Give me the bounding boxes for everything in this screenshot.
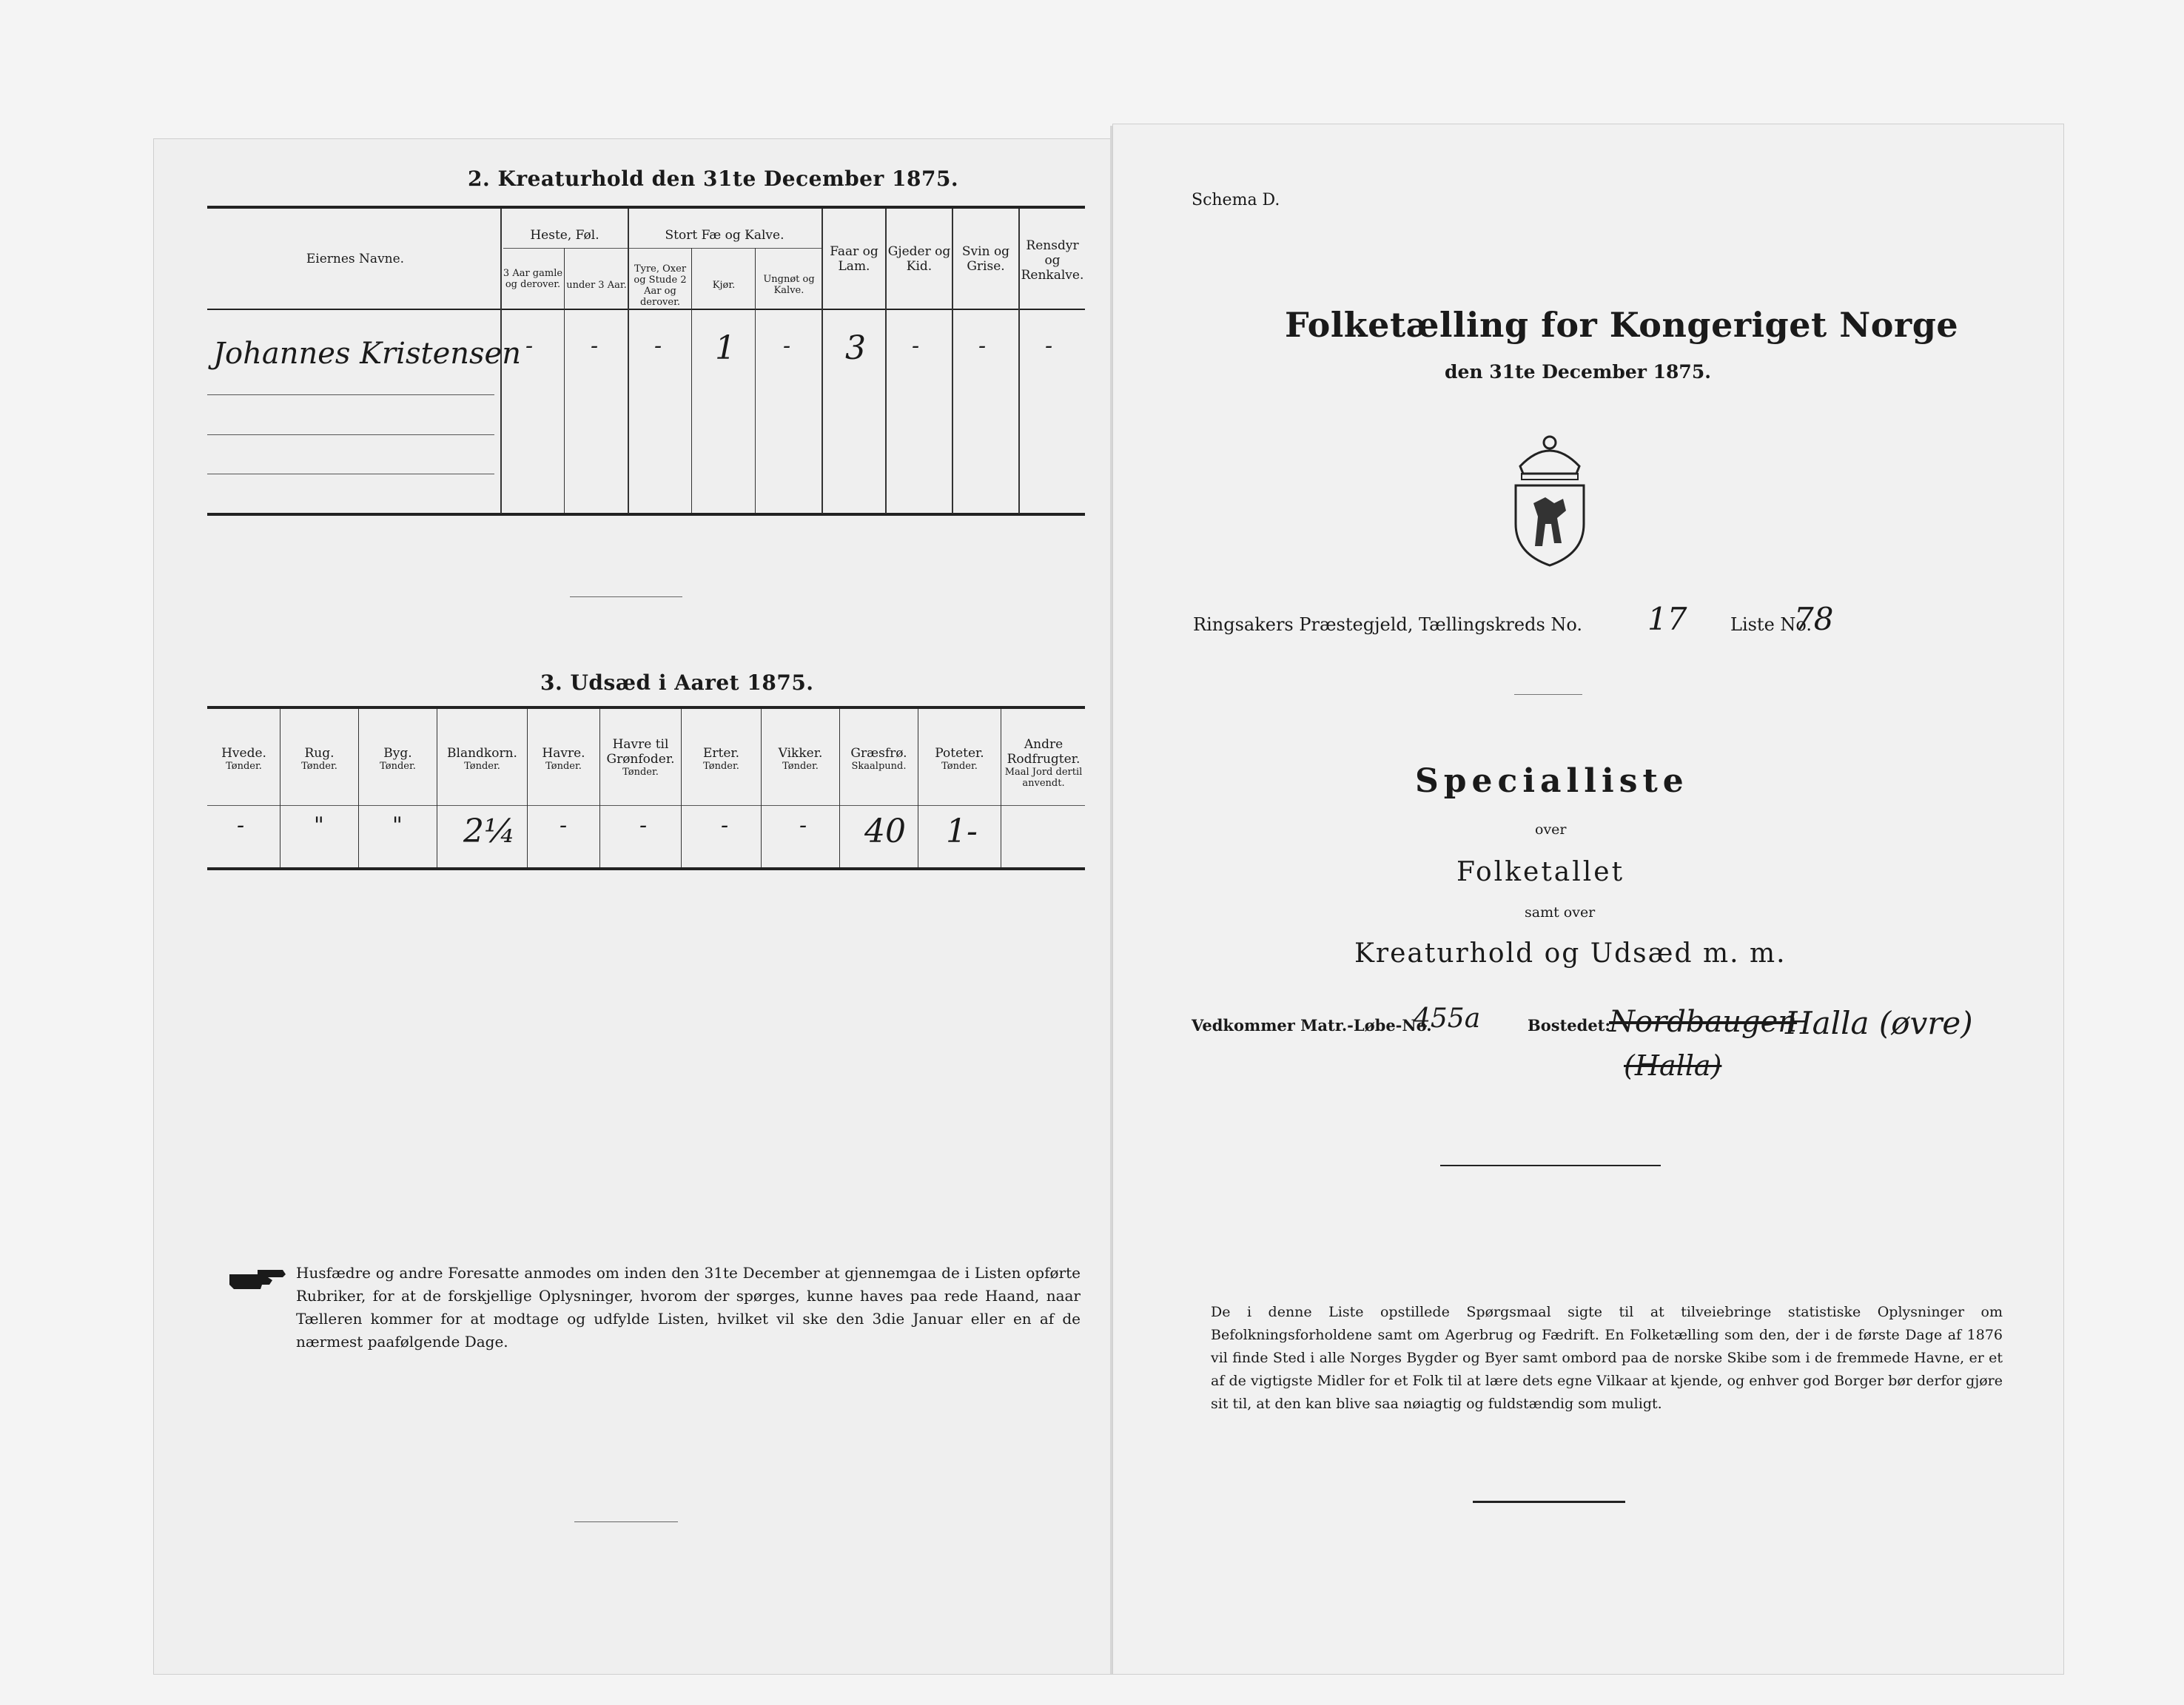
folketallet-label: Folketallet <box>1456 857 1625 887</box>
cell-value: - <box>912 333 920 359</box>
seed-value: - <box>639 813 648 838</box>
matr-number: 455a <box>1414 1003 1481 1034</box>
section2-title: 2. Kreaturhold den 31te December 1875. <box>468 167 959 191</box>
table2-row-line <box>207 434 494 435</box>
cell-value: - <box>1045 333 1053 359</box>
col-havre: Havre. Tønder. <box>542 746 585 772</box>
separator <box>574 1521 678 1522</box>
col-divider <box>761 709 762 867</box>
col-divider <box>885 209 887 514</box>
col-divider <box>681 709 682 867</box>
seed-value: " <box>392 813 403 838</box>
col-under3: under 3 Aar. <box>566 280 627 291</box>
seed-value: " <box>314 813 324 838</box>
bosted-struck: Nordbaugen <box>1609 1005 1798 1039</box>
group-heste: Heste, Føl. <box>530 228 599 243</box>
cell-value: - <box>591 333 599 359</box>
col-gjeder: Gjeder og Kid. <box>887 244 951 274</box>
right-page <box>1113 124 2063 1674</box>
over-label: over <box>1535 821 1567 838</box>
group-line-fae <box>629 248 821 249</box>
col-divider <box>755 248 756 513</box>
col-divider <box>821 209 823 514</box>
col-rug: Rug. Tønder. <box>301 746 337 772</box>
special-title: Specialliste <box>1415 762 1689 800</box>
matr-label: Vedkommer Matr.-Løbe-No. <box>1192 1016 1432 1035</box>
separator <box>1473 1501 1625 1503</box>
col-vikker: Vikker. Tønder. <box>778 746 823 772</box>
col-svin: Svin og Grise. <box>961 244 1010 274</box>
group-line-heste <box>503 248 628 249</box>
owner-header: Eiernes Navne. <box>306 252 405 266</box>
col-andre-rodfrugter: Andre Rodfrugter. Maal Jord dertil anvendt. <box>1004 737 1083 789</box>
table3-top-rule <box>207 706 1085 709</box>
col-graesfro: Græsfrø. Skaalpund. <box>850 746 907 772</box>
col-divider <box>564 248 565 513</box>
kreaturhold-label: Kreaturhold og Udsæd m. m. <box>1354 938 1787 969</box>
col-ungnot: Ungnøt og Kalve. <box>763 274 815 296</box>
cell-value: 1 <box>715 329 736 367</box>
footer-note: De i denne Liste opstillede Spørgsmaal sigte til at tilveiebringe statistiske Oplysninger om Befolkningsforholdene samt om Agerbrug og Fædrift. En Folketælling som den, der i de første Dage af 1876 vil finde Sted i alle Norges Bygder og Byer samt ombord paa de norske Skibe som i de fremmede Havne, er et af de vigtigste Midler for et Folk til at lære dets egne Vilkaar at kjende, og enhver god Borger bør derfor gjøre sit til, at den kan blive saa nøiagtig og fuldstændig som muligt. <box>1211 1304 2003 1412</box>
col-kjor: Kjør. <box>712 280 736 291</box>
col-divider <box>628 209 629 514</box>
cell-value: - <box>978 333 987 359</box>
col-poteter: Poteter. Tønder. <box>935 746 984 772</box>
seed-value: 40 <box>864 813 906 850</box>
owner-name: Johannes Kristensen <box>213 337 521 371</box>
separator <box>1440 1165 1661 1166</box>
col-divider <box>358 709 359 867</box>
table3-bottom-rule <box>207 867 1085 870</box>
list-label: Liste No. <box>1730 614 1812 635</box>
seed-value: 2¼ <box>463 813 516 850</box>
group-fae: Stort Fæ og Kalve. <box>665 228 784 243</box>
col-divider <box>952 209 953 514</box>
cell-value: - <box>654 333 662 359</box>
form-title: Folketælling for Kongeriget Norge <box>1285 305 1959 345</box>
bosted-struck-2: (Halla) <box>1624 1049 1722 1082</box>
table2-header-rule <box>207 309 1085 310</box>
form-subtitle: den 31te December 1875. <box>1445 361 1711 383</box>
table2-top-rule <box>207 206 1085 209</box>
instruction-note: Husfædre og andre Foresatte anmodes om inden den 31te December at gjennemgaa de i Listen opførte Rubriker, for at de forskjellige Oplysninger, hvorom der spørges, kunne haves paa rede Haand, naar Tælleren kommer for at modtage og udfylde Listen, hvilket vil ske den 3die Januar eller en af de nærmest paafølgende Dage. <box>296 1264 1081 1351</box>
col-faar: Faar og Lam. <box>830 244 878 274</box>
seed-value: - <box>799 813 807 838</box>
table3-header-rule <box>207 805 1085 806</box>
col-divider <box>691 248 692 513</box>
coat-of-arms-icon <box>1505 420 1594 568</box>
cell-value: - <box>783 333 791 359</box>
col-3aar: 3 Aar gamle og derover. <box>503 268 563 290</box>
separator <box>570 596 682 597</box>
cell-value: - <box>525 333 534 359</box>
col-divider <box>1018 209 1020 514</box>
col-tyre: Tyre, Oxer og Stude 2 Aar og derover. <box>634 263 687 308</box>
col-byg: Byg. Tønder. <box>380 746 416 772</box>
seed-value: 1- <box>946 813 978 850</box>
bosted-label: Bostedet: <box>1528 1016 1611 1035</box>
cell-value: 3 <box>845 329 866 367</box>
table2-row-line <box>207 394 494 395</box>
col-blandkorn: Blandkorn. Tønder. <box>447 746 517 772</box>
list-number: 78 <box>1794 601 1834 637</box>
seed-value: - <box>237 813 245 838</box>
separator <box>1514 694 1582 695</box>
col-hvede: Hvede. Tønder. <box>221 746 266 772</box>
col-divider <box>599 709 600 867</box>
samt-over-label: samt over <box>1525 904 1596 921</box>
district-label: Ringsakers Præstegjeld, Tællingskreds No. <box>1193 614 1583 635</box>
schema-label: Schema D. <box>1192 191 1280 209</box>
col-havre-gronfoder: Havre til Grønfoder. Tønder. <box>606 737 675 778</box>
col-divider <box>839 709 840 867</box>
district-number: 17 <box>1647 601 1687 637</box>
col-erter: Erter. Tønder. <box>702 746 740 772</box>
pointing-hand-icon <box>228 1267 287 1292</box>
section3-title: 3. Udsæd i Aaret 1875. <box>540 670 814 695</box>
table2-bottom-rule <box>207 513 1085 516</box>
col-divider <box>527 709 528 867</box>
seed-value: - <box>560 813 568 838</box>
seed-value: - <box>721 813 729 838</box>
col-rensdyr: Rensdyr og Renkalve. <box>1021 238 1084 283</box>
bosted-value: Halla (øvre) <box>1785 1005 1973 1041</box>
